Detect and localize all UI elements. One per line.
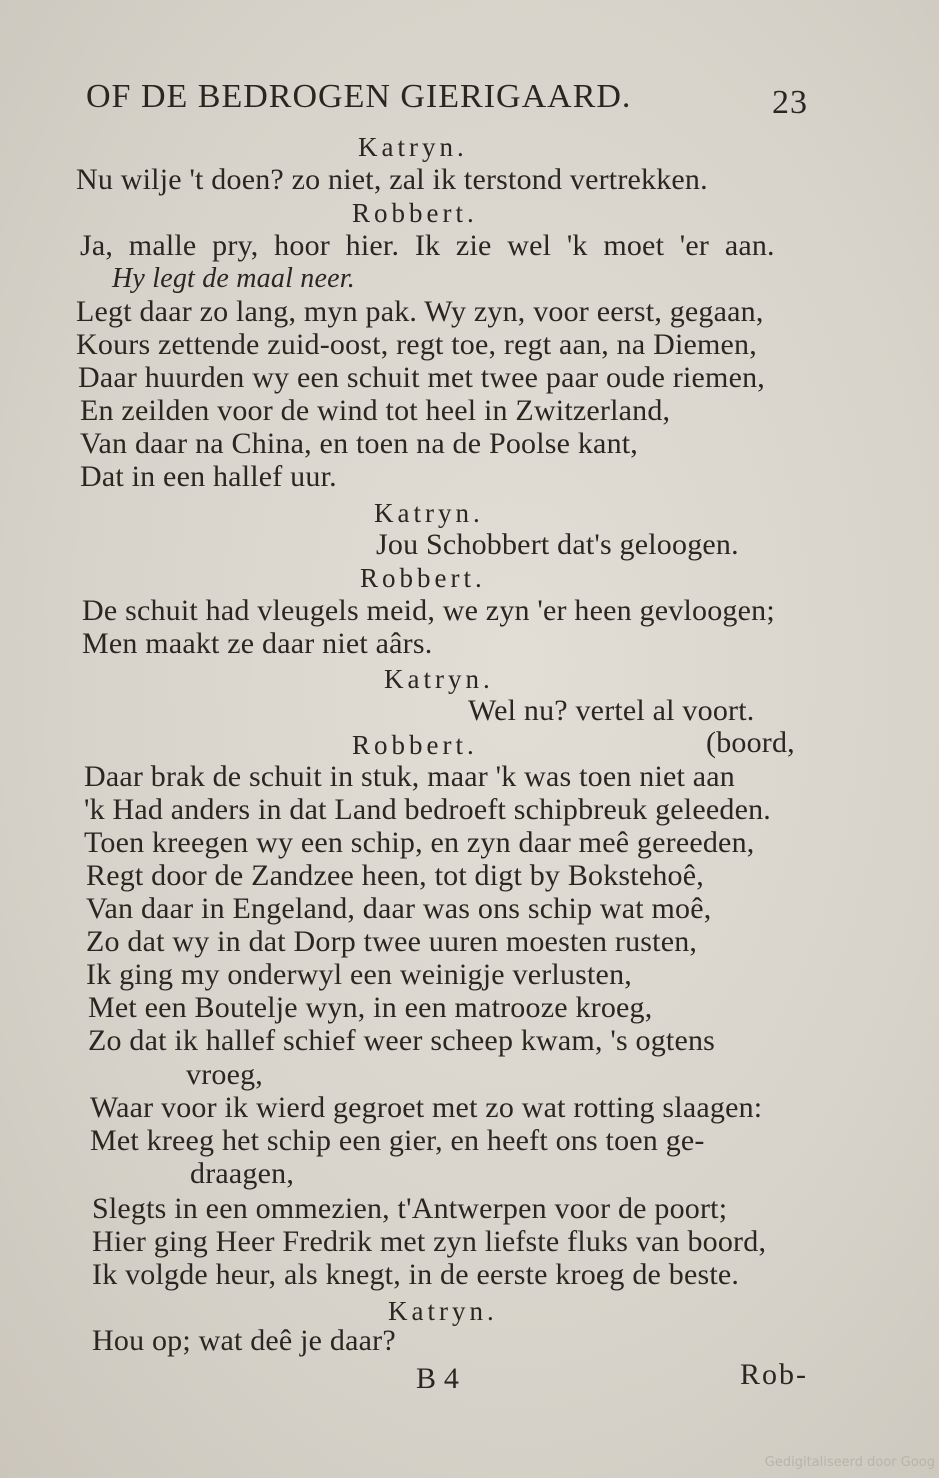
verse-line: Slegts in een ommezien, t'Antwerpen voor de poort; — [92, 1192, 728, 1225]
speaker-name: Katryn. — [374, 498, 484, 528]
verse-line: Zo dat ik hallef schief weer scheep kwam, 's ogtens — [88, 1024, 716, 1057]
verse-line: Regt door de Zandzee heen, tot digt by Bokstehoê, — [86, 859, 704, 892]
signature-mark: B 4 — [416, 1362, 460, 1395]
verse-line: Dat in een hallef uur. — [80, 460, 337, 493]
verse-line: En zeilden voor de wind tot heel in Zwitzerland, — [80, 394, 671, 427]
catchword: Rob- — [740, 1358, 808, 1391]
verse-turnover: vroeg, — [186, 1058, 264, 1091]
verse-line: Van daar in Engeland, daar was ons schip wat moê, — [86, 892, 712, 925]
verse-line: Wel nu? vertel al voort. — [468, 694, 755, 727]
verse-line: Waar voor ik wierd gegroet met zo wat rotting slaagen: — [90, 1091, 763, 1124]
speaker-name: Katryn. — [384, 664, 494, 694]
page-number: 23 — [772, 84, 808, 121]
verse-turnover: (boord, — [706, 726, 795, 759]
verse-line: 'k Had anders in dat Land bedroeft schipbreuk geleeden. — [84, 793, 771, 826]
speaker-name: Katryn. — [388, 1296, 498, 1326]
speaker-name: Robbert. — [360, 563, 486, 593]
verse-line: Daar brak de schuit in stuk, maar 'k was toen niet aan — [84, 760, 735, 793]
stage-direction: Hy legt de maal neer. — [112, 263, 355, 294]
speaker-name: Robbert. — [352, 730, 478, 760]
verse-line: Met een Boutelje wyn, in een matrooze kroeg, — [88, 991, 653, 1024]
speaker-name: Robbert. — [352, 198, 478, 228]
verse-line: De schuit had vleugels meid, we zyn 'er heen gevloogen; — [82, 594, 775, 627]
verse-line: Hou op; wat deê je daar? — [92, 1324, 396, 1357]
verse-line: Jou Schobbert dat's geloogen. — [376, 528, 739, 561]
verse-line: Nu wilje 't doen? zo niet, zal ik terstond vertrekken. — [76, 163, 708, 196]
verse-turnover: draagen, — [190, 1157, 295, 1190]
speaker-name: Katryn. — [358, 132, 468, 162]
digitization-watermark: Gedigitaliseerd door Goog — [764, 1455, 935, 1470]
verse-line: Hier ging Heer Fredrik met zyn liefste fluks van boord, — [92, 1225, 767, 1258]
verse-line: Ja, malle pry, hoor hier. Ik zie wel 'k moet 'er aan. — [80, 229, 775, 262]
running-head: OF DE BEDROGEN GIERIGAARD. — [86, 78, 632, 115]
verse-line: Legt daar zo lang, myn pak. Wy zyn, voor eerst, gegaan, — [76, 295, 764, 328]
verse-line: Zo dat wy in dat Dorp twee uuren moesten rusten, — [86, 925, 698, 958]
verse-line: Daar huurden wy een schuit met twee paar oude riemen, — [78, 361, 765, 394]
verse-line: Toen kreegen wy een schip, en zyn daar meê gereeden, — [84, 826, 755, 859]
verse-line: Ik volgde heur, als knegt, in de eerste kroeg de beste. — [92, 1258, 740, 1291]
verse-line: Kours zettende zuid-oost, regt toe, regt aan, na Diemen, — [76, 328, 757, 361]
verse-line: Van daar na China, en toen na de Poolse kant, — [80, 427, 639, 460]
verse-line: Ik ging my onderwyl een weinigje verlusten, — [86, 958, 632, 991]
verse-line: Men maakt ze daar niet aârs. — [82, 627, 433, 660]
verse-line: Met kreeg het schip een gier, en heeft ons toen ge- — [90, 1124, 705, 1157]
